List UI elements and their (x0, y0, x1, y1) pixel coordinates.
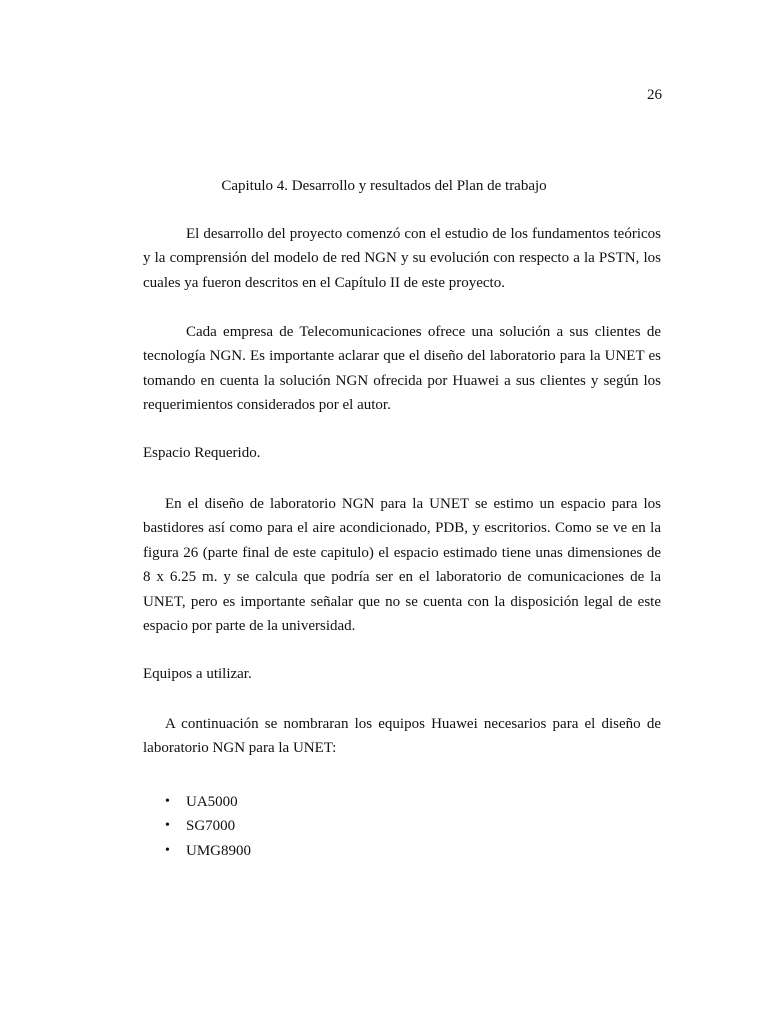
list-item (143, 814, 251, 838)
bullet-icon: • (165, 794, 170, 809)
list-item-label: UA5000 (186, 794, 238, 810)
heading-space-required: Espacio Requerido. (143, 445, 261, 461)
bullet-icon: • (165, 818, 170, 834)
bullet-icon: • (165, 842, 170, 858)
equipment-list (143, 790, 251, 863)
list-item (143, 790, 251, 814)
paragraph-intro: El desarrollo del proyecto comenzó con el estudio de los fundamentos teóricos y la comprensión del modelo de red NGN y su evolución con respecto a la PSTN, los cuales ya fueron descritos en el Capítulo II de este proyecto. (143, 226, 661, 291)
paragraph-space-description: En el diseño de laboratorio NGN para la UNET se estimo un espacio para los bastidores así como para el aire acondicionado, PDB, y escritorios. Como se ve en la figura 26 (parte final de este capitulo) el espacio estimado tiene unas dimensiones de 8 x 6.25 m. y se calcula que podría ser en el laboratorio de comunicaciones de la UNET, pero es importante señalar que no se cuenta con la disposición legal de este espacio por parte de la universidad. (143, 496, 661, 635)
chapter-title: Capitulo 4. Desarrollo y resultados del Plan de trabajo (221, 178, 547, 194)
list-item-label: SG7000 (186, 818, 236, 835)
list-item-label: UMG8900 (186, 842, 252, 859)
list-item (143, 839, 251, 863)
page-number: 26 (647, 87, 662, 103)
paragraph-equipment-intro: A continuación se nombraran los equipos Huawei necesarios para el diseño de laboratorio NGN para la UNET: (143, 716, 661, 757)
paragraph-huawei-solution: Cada empresa de Telecomunicaciones ofrece una solución a sus clientes de tecnología NGN. Es importante aclarar que el diseño del laboratorio para la UNET es tomando en cuenta la solución NGN ofrecida por Huawei a sus clientes y según los requerimientos considerados por el autor. (143, 324, 661, 414)
heading-equipment: Equipos a utilizar. (143, 666, 252, 682)
